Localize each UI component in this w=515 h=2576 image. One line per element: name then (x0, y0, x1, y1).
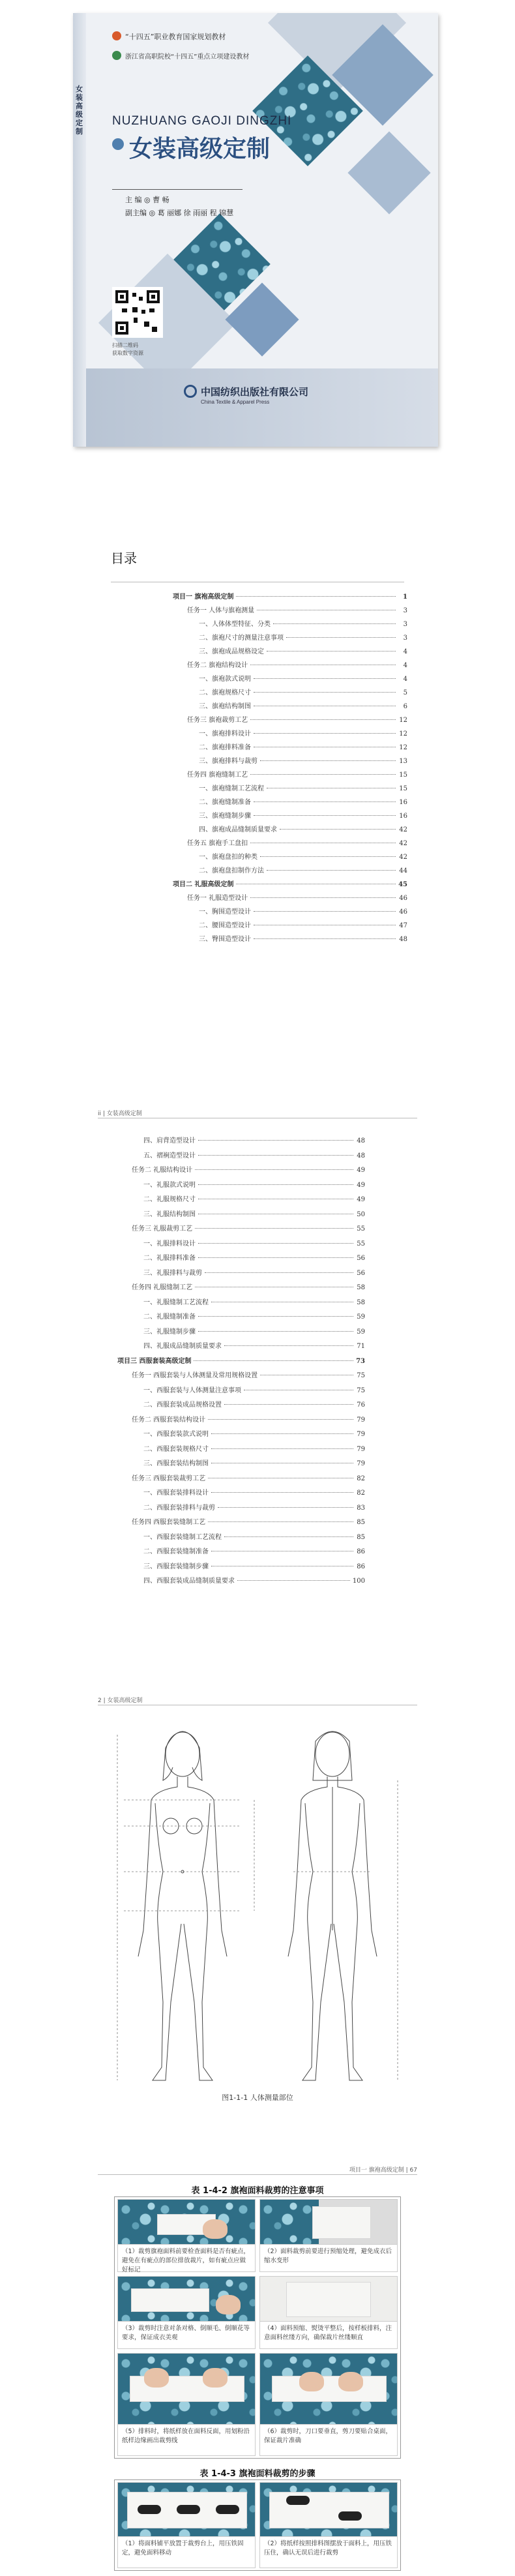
toc-leader-dots (195, 1169, 353, 1170)
toc-leader-dots (198, 1140, 353, 1141)
table-1-photo-1 (117, 2199, 256, 2245)
toc-subsection-entry[interactable] (143, 1311, 365, 1321)
table-1-photo-4 (259, 2276, 398, 2322)
toc-entry-label: 任务一 人体与旗袍测量 (187, 607, 255, 614)
toc-page-number: 75 (357, 1386, 365, 1394)
toc-leader-dots (254, 801, 396, 802)
toc-list-1 (173, 591, 407, 956)
toc-task-entry[interactable] (132, 1473, 365, 1482)
toc-page-number: 48 (357, 1137, 365, 1145)
cover-bottom-stripe (73, 368, 438, 447)
toc-page-number: 86 (357, 1563, 365, 1570)
toc-subsection-entry[interactable] (199, 687, 407, 696)
toc-leader-dots (250, 897, 396, 898)
toc-page-number: 4 (403, 648, 407, 655)
body-measurement-figure (98, 1715, 417, 2090)
toc-subsection-entry[interactable] (143, 1458, 365, 1467)
toc-page-number: 13 (399, 758, 407, 765)
toc-entry-label: 一、人体体型特征、分类 (199, 621, 271, 628)
toc-page-number: 59 (357, 1328, 365, 1336)
toc-subsection-entry[interactable] (199, 673, 407, 683)
toc-entry-label: 一、旗袍缝制工艺流程 (199, 785, 264, 792)
award-icon (112, 31, 121, 40)
toc-task-entry[interactable] (187, 769, 407, 779)
hand-icon (144, 2368, 169, 2388)
cover-divider (112, 189, 243, 190)
toc-entry-label: 一、胸围造型设计 (199, 908, 251, 916)
toc-leader-dots (250, 719, 396, 720)
toc-leader-dots (286, 637, 396, 638)
toc-page-number: 73 (356, 1357, 365, 1365)
toc-subsection-entry[interactable] (143, 1135, 365, 1145)
toc-entry-label: 四、旗袍成品缝制质量要求 (199, 826, 277, 833)
toc-entry-label: 二、西服套装规格尺寸 (143, 1445, 209, 1453)
toc-page-number: 15 (399, 785, 407, 792)
table-2-photo-1 (117, 2482, 256, 2537)
toc-task-entry[interactable] (132, 1164, 365, 1174)
toc-subsection-entry[interactable] (143, 1267, 365, 1277)
cover-pinyin: NUZHUANG GAOJI DINGZHI (112, 114, 292, 128)
toc-project-entry[interactable] (173, 878, 407, 888)
toc-entry-label: 项目三 西服套装高级定制 (117, 1357, 192, 1365)
toc-page-number: 45 (398, 881, 407, 888)
toc-leader-dots (205, 1272, 353, 1273)
toc-entry-label: 二、礼服规格尺寸 (143, 1196, 196, 1203)
toc-entry-label: 四、礼服成品缝制质量要求 (143, 1343, 222, 1350)
pattern-paper (286, 2282, 371, 2317)
press-weight-icon (177, 2505, 200, 2514)
pattern-paper (131, 2288, 209, 2312)
toc-leader-dots (211, 1492, 353, 1493)
toc-subsection-entry[interactable] (199, 700, 407, 710)
toc-task-entry[interactable] (132, 1370, 365, 1379)
table-1-cell-2: （2）面料裁剪前要进行预缩处理，避免成衣后缩水变形 (259, 2245, 398, 2272)
publisher-logo-icon (184, 385, 197, 398)
toc-leader-dots (208, 1521, 353, 1522)
table-page (0, 2165, 515, 2576)
toc-entry-label: 一、西服套装与人体测量注意事项 (143, 1386, 241, 1394)
cover-author-1: 主 编 ◎ 曹 畅 (125, 196, 169, 204)
toc-leader-dots (254, 911, 396, 912)
toc-page-number: 50 (357, 1210, 365, 1218)
toc-leader-dots (195, 1228, 353, 1229)
toc-entry-label: 一、旗袍排料设计 (199, 730, 251, 738)
toc-entry-label: 一、礼服款式说明 (143, 1181, 196, 1189)
toc-leader-dots (260, 856, 396, 857)
toc-page-number: 58 (357, 1284, 365, 1291)
cover-badge-2: 浙江省高职院校“十四五”重点立项建设教材 (125, 53, 250, 61)
toc-leader-dots (224, 1536, 353, 1537)
toc-subsection-entry[interactable] (143, 1428, 365, 1438)
cover-author-2: 副主编 ◎ 葛 丽娜 徐 雨丽 程 锦慧 (125, 209, 234, 217)
toc-page-number: 1 (403, 593, 407, 601)
toc-subsection-entry[interactable] (143, 1487, 365, 1497)
toc-leader-dots (211, 1448, 353, 1449)
press-weight-icon (286, 2496, 310, 2505)
toc-subsection-entry[interactable] (143, 1561, 365, 1570)
toc-page-number: 12 (399, 730, 407, 738)
toc-subsection-entry[interactable] (199, 796, 407, 806)
toc2-page-header: ii | 女装高级定制 (98, 1111, 142, 1117)
toc-task-entry[interactable] (132, 1414, 365, 1424)
table-1-photo-6 (259, 2353, 398, 2425)
toc-leader-dots (218, 1507, 353, 1508)
press-weight-icon (138, 2505, 161, 2514)
toc-leader-dots (254, 815, 396, 816)
toc-page-number: 79 (357, 1445, 365, 1453)
toc-subsection-entry[interactable] (199, 865, 407, 875)
toc-subsection-entry[interactable] (199, 755, 407, 765)
toc-page-number: 12 (399, 717, 407, 724)
toc-leader-dots (280, 829, 396, 830)
toc-page-number: 49 (357, 1167, 365, 1174)
toc-entry-label: 任务四 礼服缝制工艺 (132, 1284, 193, 1291)
toc-task-entry[interactable] (132, 1516, 365, 1526)
toc-leader-dots (254, 692, 396, 693)
toc-page-number: 42 (399, 826, 407, 833)
toc-page-number: 15 (399, 771, 407, 779)
table-2-photo-2 (259, 2482, 398, 2537)
toc-entry-label: 任务一 西服套装与人体测量及常用规格设置 (132, 1372, 258, 1379)
toc-subsection-entry[interactable] (143, 1326, 365, 1336)
toc-entry-label: 二、西服套装成品规格设置 (143, 1401, 222, 1409)
toc-entry-label: 二、礼服缝制准备 (143, 1313, 196, 1321)
toc-task-entry[interactable] (187, 714, 407, 724)
toc-subsection-entry[interactable] (199, 810, 407, 820)
table-1-cell-5: （5）排料时，将纸样放在面料反面，用划粉沿纸样边缘画出裁剪线 (117, 2425, 256, 2456)
toc-page-number: 48 (399, 936, 407, 943)
toc-entry-label: 二、礼服排料准备 (143, 1255, 196, 1262)
toc-leader-dots (198, 1184, 353, 1185)
toc-page-number: 47 (399, 922, 407, 929)
table-1-photo-3 (117, 2276, 256, 2322)
toc-page-number: 42 (399, 840, 407, 847)
toc-entry-label: 项目二 礼服高级定制 (173, 881, 234, 888)
book-spine (73, 13, 86, 447)
toc-subsection-entry[interactable] (143, 1575, 365, 1585)
toc-entry-label: 三、旗袍缝制步骤 (199, 813, 251, 820)
toc-task-entry[interactable] (132, 1281, 365, 1291)
toc-page-number: 49 (357, 1181, 365, 1189)
toc-page-number: 12 (399, 744, 407, 751)
toc-subsection-entry[interactable] (143, 1208, 365, 1218)
toc-subsection-entry[interactable] (143, 1399, 365, 1409)
toc-entry-label: 三、西服套装结构制图 (143, 1460, 209, 1467)
toc-page-number: 58 (357, 1298, 365, 1306)
table-page-header: 项目一 旗袍高级定制 | 67 (349, 2167, 417, 2174)
toc-leader-dots (260, 760, 396, 761)
toc-entry-label: 一、旗袍款式说明 (199, 676, 251, 683)
toc-entry-label: 二、旗袍尺寸的测量注意事项 (199, 635, 284, 642)
toc-leader-dots (250, 774, 396, 775)
toc-entry-label: 三、旗袍结构制图 (199, 703, 251, 710)
fabric-swatch (260, 2200, 319, 2245)
table-1-cell-6: （6）裁剪时，刀口要垂直，剪刀要贴合桌面，保证裁片准确 (259, 2425, 398, 2456)
toc-entry-label: 三、西服套装缝制步骤 (143, 1563, 209, 1570)
toc-leader-dots (198, 1316, 353, 1317)
cover-diamond (347, 131, 430, 214)
toc-page-number: 71 (357, 1343, 365, 1350)
toc-page-number: 55 (357, 1240, 365, 1248)
toc-subsection-entry[interactable] (143, 1179, 365, 1189)
toc-entry-label: 二、旗袍缝制准备 (199, 799, 251, 806)
press-weight-icon (338, 2511, 362, 2521)
toc-entry-label: 三、臀围造型设计 (199, 936, 251, 943)
cover-title: 女装高级定制 (129, 136, 271, 162)
toc-leader-dots (198, 1331, 353, 1332)
toc-page-number: 55 (357, 1225, 365, 1233)
toc-subsection-entry[interactable] (143, 1296, 365, 1306)
toc-page-number: 4 (403, 676, 407, 683)
table-1-cell-1: （1）裁剪旗袍面料前要检查面料是否有疵点，避免在有疵点的部位排放裁片，如有疵点应做好标记 (117, 2245, 256, 2272)
press-weight-icon (216, 2505, 239, 2514)
table-1-photo-5 (117, 2353, 256, 2425)
toc-entry-label: 任务三 西服套装裁剪工艺 (132, 1475, 206, 1482)
toc-entry-label: 一、礼服排料设计 (143, 1240, 196, 1248)
pattern-paper (312, 2206, 371, 2239)
toc-page-number: 79 (357, 1460, 365, 1467)
toc-entry-label: 三、礼服排料与裁剪 (143, 1269, 202, 1277)
emblem-icon (112, 51, 121, 60)
toc-page-number: 56 (357, 1269, 365, 1277)
toc-page-number: 3 (403, 635, 407, 642)
toc-subsection-entry[interactable] (199, 933, 407, 943)
toc-entry-label: 一、西服套装款式说明 (143, 1431, 209, 1438)
toc-page-number: 42 (399, 854, 407, 861)
figure-page (0, 1696, 515, 2119)
qr-caption-1: 扫描二维码 (112, 342, 138, 348)
spine-title: 女装高级定制 (76, 85, 83, 136)
toc-subsection-entry[interactable] (199, 783, 407, 792)
toc-task-entry[interactable] (187, 605, 407, 614)
toc-leader-dots (237, 1580, 350, 1581)
toc-page-2 (0, 1109, 515, 1617)
toc-subsection-entry[interactable] (143, 1531, 365, 1541)
toc-entry-label: 三、礼服缝制步骤 (143, 1328, 196, 1336)
toc-page-number: 59 (357, 1313, 365, 1321)
toc-subsection-entry[interactable] (199, 741, 407, 751)
toc-subsection-entry[interactable] (199, 906, 407, 916)
toc-page-number: 46 (399, 895, 407, 902)
cover-publisher-en: China Textile & Apparel Press (201, 399, 270, 405)
book-cover-section (0, 0, 515, 457)
toc-subsection-entry[interactable] (143, 1502, 365, 1512)
toc-entry-label: 二、腰围造型设计 (199, 922, 251, 929)
toc-leader-dots (267, 870, 396, 871)
cover-publisher: 中国纺织出版社有限公司 (201, 386, 309, 398)
qr-code-icon[interactable] (112, 287, 163, 338)
toc-leader-dots (254, 938, 396, 939)
toc-heading: 目录 (111, 550, 137, 566)
toc-page-1 (0, 548, 515, 1004)
toc-subsection-entry[interactable] (199, 728, 407, 738)
toc-page-number: 49 (357, 1196, 365, 1203)
toc-page-number: 79 (357, 1431, 365, 1438)
toc-subsection-entry[interactable] (199, 920, 407, 929)
toc-entry-label: 二、西服套装排料与裁剪 (143, 1504, 215, 1512)
table-1-cell-4: （4）面料预缩、熨烫平整后，按样板排料，注意面料丝缕方向，确保裁片丝缕顺直 (259, 2322, 398, 2349)
toc-entry-label: 任务四 西服套装缝制工艺 (132, 1519, 206, 1526)
toc-entry-label: 一、旗袍盘扣的种类 (199, 854, 258, 861)
pattern-paper (272, 2376, 387, 2402)
toc-page-number: 100 (352, 1578, 365, 1585)
toc-task-entry[interactable] (187, 837, 407, 847)
table-2-cell-2: （2）将纸样按照排料图摆放于面料上，用压铁压住，确认无误后进行裁剪 (259, 2537, 398, 2568)
toc-page-number: 86 (357, 1548, 365, 1555)
hand-icon (299, 2372, 324, 2391)
toc-entry-label: 任务四 旗袍缝制工艺 (187, 771, 248, 779)
toc-entry-label: 任务二 旗袍结构设计 (187, 662, 248, 669)
toc-entry-label: 二、旗袍盘扣制作方法 (199, 867, 264, 875)
toc-project-entry[interactable] (117, 1355, 365, 1365)
toc-subsection-entry[interactable] (199, 824, 407, 833)
toc-page-number: 79 (357, 1416, 365, 1424)
toc-leader-dots (198, 1155, 353, 1156)
toc-leader-dots (273, 623, 396, 624)
toc-entry-label: 任务三 礼服裁剪工艺 (132, 1225, 193, 1233)
cover-art (73, 13, 438, 447)
title-bullet-icon (112, 138, 124, 150)
toc-page-number: 3 (403, 621, 407, 628)
hand-icon (203, 2368, 228, 2388)
toc-page-number: 76 (357, 1401, 365, 1409)
toc-page-number: 16 (399, 799, 407, 806)
toc-leader-dots (194, 1360, 353, 1361)
toc-page-number: 44 (399, 867, 407, 875)
toc-page-number: 46 (399, 908, 407, 916)
toc-leader-dots (211, 1433, 353, 1434)
toc-subsection-entry[interactable] (143, 1340, 365, 1350)
book-cover (73, 13, 438, 447)
figure-page-header: 2 | 女装高级定制 (98, 1698, 143, 1704)
toc-task-entry[interactable] (132, 1223, 365, 1233)
toc-leader-dots (198, 1243, 353, 1244)
toc-leader-dots (208, 1419, 353, 1420)
toc-task-entry[interactable] (187, 892, 407, 902)
toc-leader-dots (198, 1257, 353, 1258)
toc-entry-label: 一、礼服缝制工艺流程 (143, 1298, 209, 1306)
table-2-title: 表 1-4-3 旗袍面料裁剪的步骤 (199, 2469, 316, 2479)
toc-leader-dots (224, 1345, 353, 1346)
toc-page-number: 48 (357, 1152, 365, 1160)
toc-subsection-entry[interactable] (199, 851, 407, 861)
table-1-cell-3: （3）裁剪时注意对条对格、倒顺毛、倒顺花等要求，保证成衣美观 (117, 2322, 256, 2349)
table-1-title: 表 1-4-2 旗袍面料裁剪的注意事项 (191, 2186, 324, 2196)
toc-page-number: 83 (357, 1504, 365, 1512)
table-2-cell-1: （1）将面料铺平放置于裁剪台上，用压铁固定，避免面料移动 (117, 2537, 256, 2568)
figure-caption: 图1-1-1 人体测量部位 (222, 2093, 293, 2102)
toc-leader-dots (224, 1404, 353, 1405)
toc-subsection-entry[interactable] (143, 1238, 365, 1248)
table-1-photo-2 (259, 2199, 398, 2245)
toc-page-number: 75 (357, 1372, 365, 1379)
toc-entry-label: 任务二 西服套装结构设计 (132, 1416, 206, 1424)
toc-task-entry[interactable] (187, 659, 407, 669)
hand-icon (203, 2219, 228, 2239)
hand-icon (216, 2295, 241, 2314)
toc-entry-label: 三、旗袍成品规格设定 (199, 648, 264, 655)
toc-entry-label: 五、褶裥造型设计 (143, 1152, 196, 1160)
toc-page-number: 3 (403, 607, 407, 614)
toc-entry-label: 二、旗袍规格尺寸 (199, 689, 251, 696)
toc-page-number: 85 (357, 1533, 365, 1541)
toc-entry-label: 任务三 旗袍裁剪工艺 (187, 717, 248, 724)
toc-leader-dots (254, 733, 396, 734)
toc-list-2 (117, 1135, 365, 1604)
toc-page-number: 82 (357, 1490, 365, 1497)
toc-entry-label: 任务一 礼服造型设计 (187, 895, 248, 902)
toc-subsection-entry[interactable] (199, 618, 407, 628)
toc-leader-dots (236, 596, 396, 597)
toc-entry-label: 项目一 旗袍高级定制 (173, 593, 234, 601)
toc-subsection-entry[interactable] (143, 1385, 365, 1394)
toc-subsection-entry[interactable] (143, 1546, 365, 1555)
toc-subsection-entry[interactable] (143, 1150, 365, 1160)
toc-page-number: 82 (357, 1475, 365, 1482)
toc-entry-label: 三、礼服结构制图 (143, 1210, 196, 1218)
toc-entry-label: 任务五 旗袍手工盘扣 (187, 840, 248, 847)
toc-entry-label: 四、肩背造型设计 (143, 1137, 196, 1145)
toc-leader-dots (254, 678, 396, 679)
toc-page-number: 85 (357, 1519, 365, 1526)
qr-caption-2: 获取数字资源 (112, 350, 143, 356)
toc-entry-label: 一、西服套装缝制工艺流程 (143, 1533, 222, 1541)
toc-entry-label: 一、西服套装排料设计 (143, 1490, 209, 1497)
toc-subsection-entry[interactable] (199, 646, 407, 655)
toc-page-number: 16 (399, 813, 407, 820)
cover-badge-1: “十四五”职业教育国家规划教材 (125, 33, 226, 41)
toc-page-number: 5 (403, 689, 407, 696)
toc-entry-label: 三、旗袍排料与裁剪 (199, 758, 258, 765)
toc-entry-label: 任务二 礼服结构设计 (132, 1167, 193, 1174)
hand-icon (338, 2372, 363, 2391)
toc-entry-label: 二、旗袍排料准备 (199, 744, 251, 751)
toc-subsection-entry[interactable] (199, 632, 407, 642)
toc-project-entry[interactable] (173, 591, 407, 601)
toc-page-number: 6 (403, 703, 407, 710)
toc-page-number: 56 (357, 1255, 365, 1262)
toc-subsection-entry[interactable] (143, 1193, 365, 1203)
toc-page-number: 4 (403, 662, 407, 669)
toc-entry-label: 四、西服套装成品缝制质量要求 (143, 1578, 235, 1585)
toc-entry-label: 二、西服套装缝制准备 (143, 1548, 209, 1555)
table-header-rule (98, 2174, 417, 2175)
toc-subsection-entry[interactable] (143, 1252, 365, 1262)
toc-subsection-entry[interactable] (143, 1443, 365, 1453)
